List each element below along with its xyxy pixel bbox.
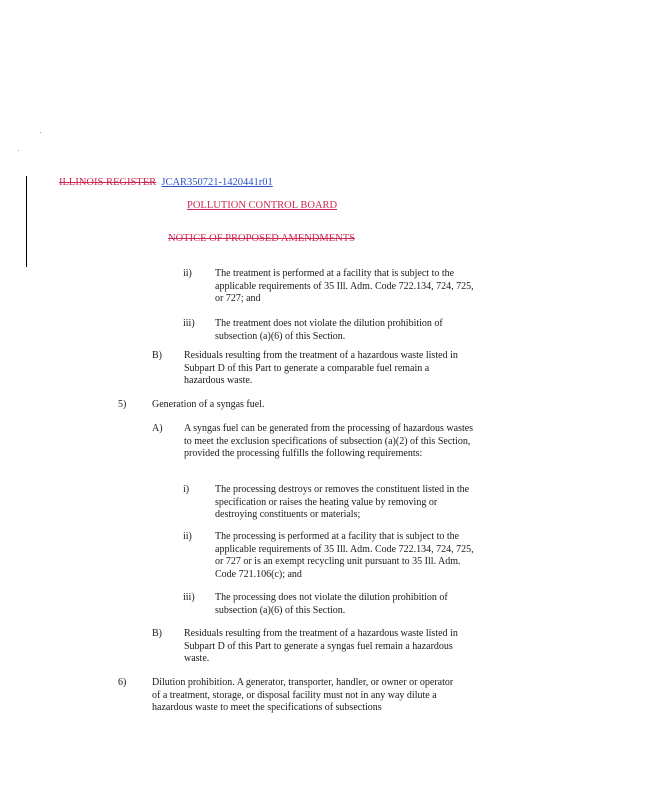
notice-title-deleted: NOTICE OF PROPOSED AMENDMENTS [168, 233, 355, 244]
revision-change-bar [26, 176, 27, 267]
register-code-inserted: JCAR350721-1420441r01 [161, 177, 273, 188]
subsection-marker: B) [152, 350, 162, 361]
subsection-marker: B) [152, 628, 162, 639]
item-marker: iii) [183, 592, 195, 603]
paragraph-text: Residuals resulting from the treatment of a hazardous waste listed in Subpart D of this Part to generate a syngas fuel remain a hazardous waste. [184, 628, 458, 665]
section-marker: 5) [118, 399, 127, 410]
register-header [59, 177, 273, 188]
item-marker: i) [183, 484, 190, 495]
paragraph-text: The processing is performed at a facility that is subject to the applicable requirements of 35 Ill. Adm. Code 722.134, 724, 725, or 727 or is an exempt recycling unit pursuant to 35 Ill. Adm. Code 721.106(c); and [215, 531, 474, 580]
scan-speck [40, 132, 41, 133]
section-heading: Generation of a syngas fuel. [152, 399, 265, 410]
paragraph-text: The processing destroys or removes the constituent listed in the specification or raises the heating value by removing or destroying constituents or materials; [215, 484, 470, 521]
paragraph-text: The treatment does not violate the dilution prohibition of subsection (a)(6) of this Section. [215, 318, 443, 342]
item-marker: ii) [183, 268, 192, 279]
item-marker: iii) [183, 318, 195, 329]
paragraph-text: Residuals resulting from the treatment of a hazardous waste listed in Subpart D of this Part to generate a comparable fuel remain a hazardous waste. [184, 350, 458, 387]
paragraph-text: A syngas fuel can be generated from the processing of hazardous wastes to meet the exclusion specifications of subsection (a)(2) of this Section, provided the processing fulfills the following requirements: [184, 423, 474, 460]
subsection-marker: A) [152, 423, 163, 434]
paragraph-text: The processing does not violate the dilution prohibition of subsection (a)(6) of this Section. [215, 592, 448, 616]
scan-speck [18, 150, 19, 151]
board-name: POLLUTION CONTROL BOARD [187, 200, 338, 211]
section-marker: 6) [118, 677, 127, 688]
paragraph-text: Dilution prohibition. A generator, transporter, handler, or owner or operator of a treatment, storage, or disposal facility must not in any way dilute a hazardous waste to meet the specifications of subsections [152, 677, 454, 714]
paragraph-text: The treatment is performed at a facility that is subject to the applicable requirements of 35 Ill. Adm. Code 722.134, 724, 725, or 727; and [215, 268, 474, 305]
register-title-deleted: ILLINOIS REGISTER [59, 177, 157, 188]
item-marker: ii) [183, 531, 192, 542]
